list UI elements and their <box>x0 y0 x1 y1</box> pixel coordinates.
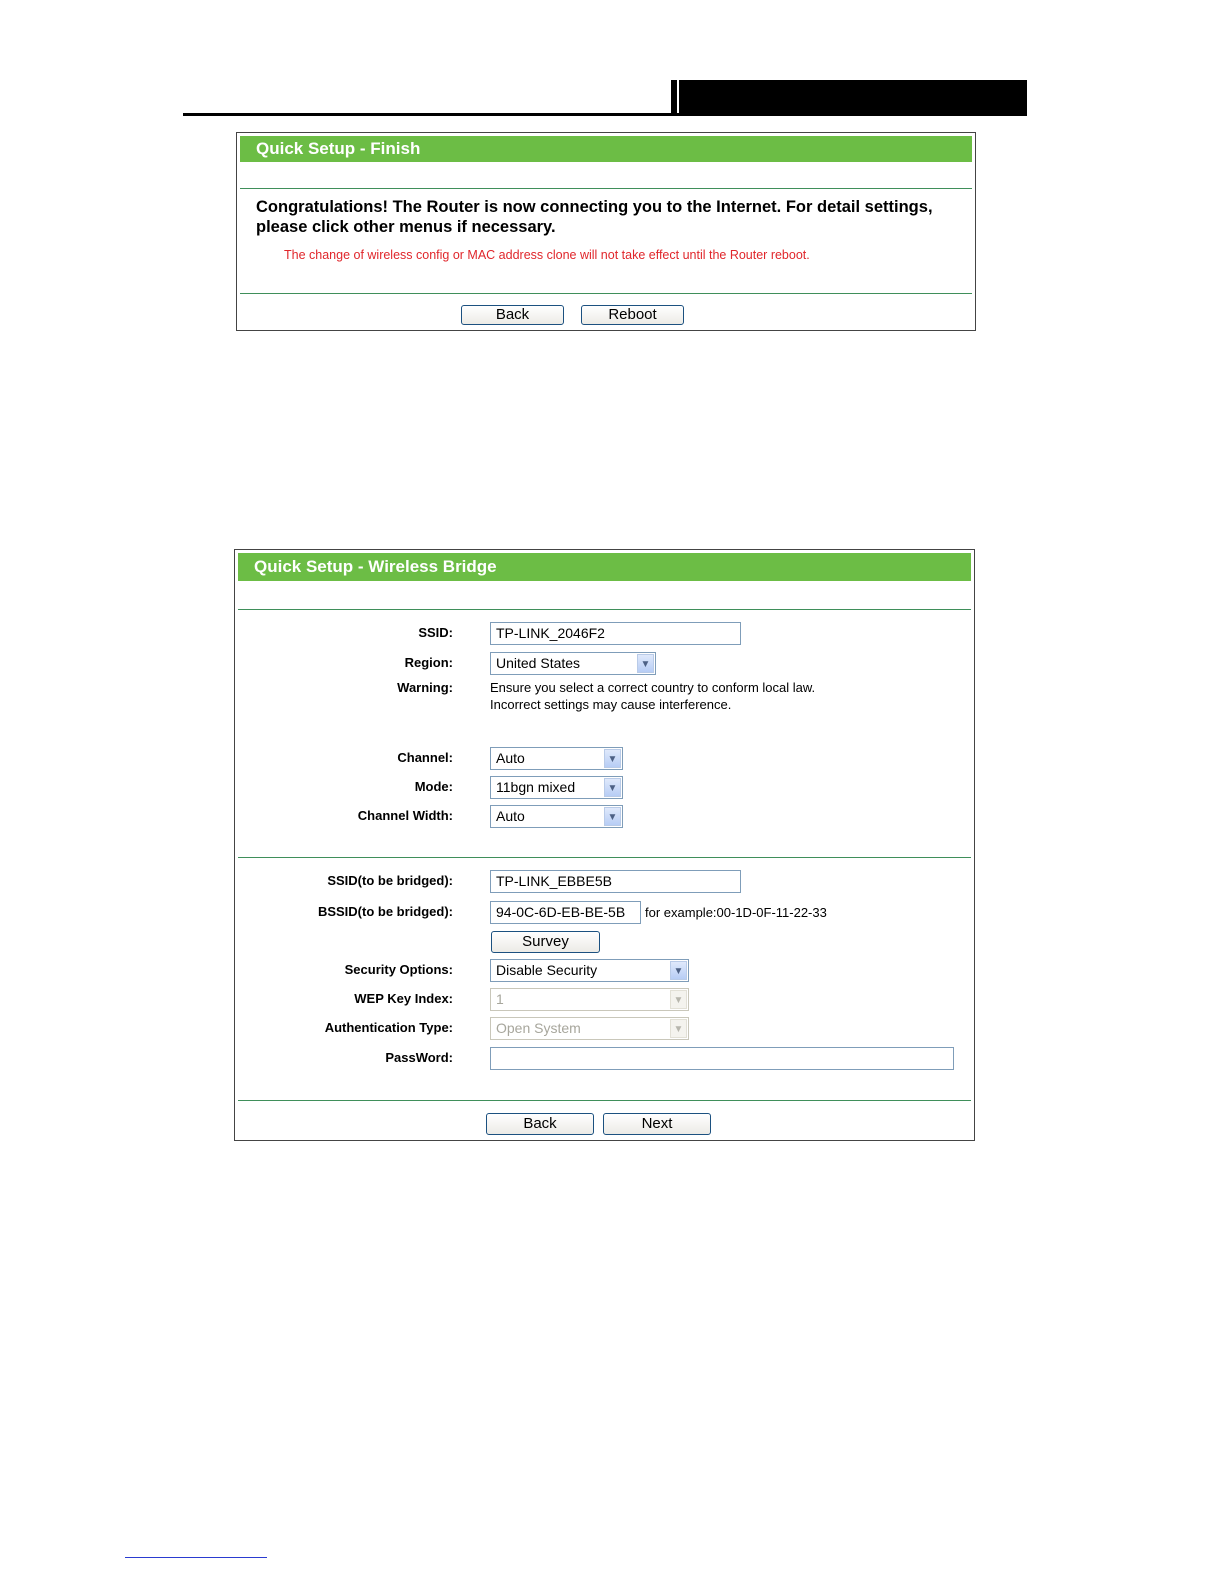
bridged-bssid-label: BSSID(to be bridged): <box>317 904 453 919</box>
bssid-example-text: for example:00-1D-0F-11-22-33 <box>645 905 827 920</box>
quick-setup-finish-panel <box>236 132 976 331</box>
security-options-label: Security Options: <box>344 962 453 977</box>
wep-key-index-select <box>490 988 689 1011</box>
mode-label: Mode: <box>414 779 453 794</box>
congratulations-line-2: please click other menus if necessary. <box>256 218 556 236</box>
header-tick <box>677 80 679 116</box>
mode-select-value: 11bgn mixed <box>496 779 576 795</box>
warning-label: Warning: <box>397 680 453 695</box>
region-select[interactable] <box>490 652 656 675</box>
security-options-value: Disable Security <box>496 962 598 978</box>
chevron-down-icon: ▼ <box>604 778 621 797</box>
channel-label: Channel: <box>397 750 453 765</box>
bridged-ssid-label: SSID(to be bridged): <box>327 873 453 888</box>
chevron-down-icon: ▼ <box>637 654 654 673</box>
bridge-bottom-separator <box>238 1100 971 1101</box>
warning-text-line-2: Incorrect settings may cause interference. <box>490 697 732 712</box>
bridge-middle-separator <box>238 857 971 858</box>
bridged-bssid-input[interactable]: 94-0C-6D-EB-BE-5B <box>490 901 641 924</box>
authentication-type-select <box>490 1017 689 1040</box>
congratulations-message <box>256 197 956 237</box>
wep-key-index-label: WEP Key Index: <box>354 991 453 1006</box>
bridge-top-separator <box>238 609 971 610</box>
congratulations-line-1: Congratulations! The Router is now connecting you to the Internet. For detail settings, <box>256 198 933 216</box>
chevron-down-icon: ▼ <box>604 807 621 826</box>
channel-width-select[interactable] <box>490 805 623 828</box>
finish-top-separator <box>240 188 972 189</box>
next-button[interactable]: Next <box>603 1113 711 1135</box>
chevron-down-icon: ▼ <box>670 990 687 1009</box>
back-button[interactable]: Back <box>461 305 564 325</box>
region-label: Region: <box>404 655 453 670</box>
channel-width-select-value: Auto <box>496 808 525 824</box>
page-header-block <box>671 80 1027 116</box>
finish-panel-title: Quick Setup - Finish <box>240 136 972 162</box>
wep-key-index-value: 1 <box>496 991 504 1007</box>
channel-width-label: Channel Width: <box>357 808 453 823</box>
warning-text-line-1: Ensure you select a correct country to conform local law. <box>490 680 816 695</box>
mode-select[interactable] <box>490 776 623 799</box>
password-label: PassWord: <box>385 1050 453 1065</box>
survey-button[interactable]: Survey <box>491 931 600 953</box>
reboot-button[interactable]: Reboot <box>581 305 684 325</box>
authentication-type-value: Open System <box>496 1020 581 1036</box>
finish-bottom-separator <box>240 293 972 294</box>
reboot-note: The change of wireless config or MAC address clone will not take effect until the Router reboot. <box>284 248 810 262</box>
chevron-down-icon: ▼ <box>670 961 687 980</box>
quick-setup-wireless-bridge-panel <box>234 549 975 1141</box>
ssid-input[interactable]: TP-LINK_2046F2 <box>490 622 741 645</box>
password-input[interactable] <box>490 1047 954 1070</box>
page-header-rule <box>183 113 1027 116</box>
region-select-value: United States <box>496 655 581 671</box>
bridged-ssid-input[interactable]: TP-LINK_EBBE5B <box>490 870 741 893</box>
authentication-type-label: Authentication Type: <box>324 1020 453 1035</box>
channel-select-value: Auto <box>496 750 525 766</box>
chevron-down-icon: ▼ <box>670 1019 687 1038</box>
security-options-select[interactable] <box>490 959 689 982</box>
channel-select[interactable] <box>490 747 623 770</box>
back-button[interactable]: Back <box>486 1113 594 1135</box>
bridge-panel-title: Quick Setup - Wireless Bridge <box>238 553 971 581</box>
page-footer-line <box>125 1557 267 1558</box>
chevron-down-icon: ▼ <box>604 749 621 768</box>
ssid-label: SSID: <box>418 625 453 640</box>
